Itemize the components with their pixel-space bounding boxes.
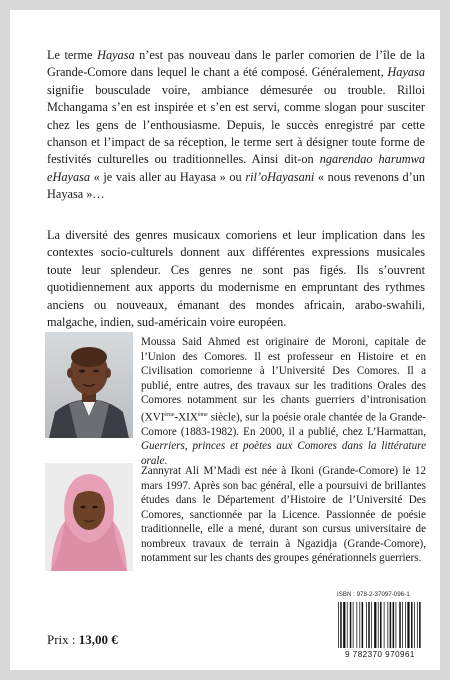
intro-text: Le terme xyxy=(47,48,98,62)
author-photo-moussa xyxy=(45,332,133,438)
superscript: ème xyxy=(164,411,175,418)
bio-text: -XIX xyxy=(174,411,198,424)
isbn-text: ISBN : 978-2-37097-096-1 xyxy=(337,592,410,598)
intro-text: « je vais aller au Hayasa » ou xyxy=(90,169,246,184)
bio-text: Moussa Said Ahmed est originaire de Moroni, capitale de l’Union des Comores. Il est professeur en Histoire et en Civilisation comorienne à l’Université Des Comores. Il a publié, entre autres, des travaux sur les traditions Orales des Comores notamment sur les chants guerriers d’intronisation (XVI xyxy=(141,336,426,424)
author-photo-zannyrat xyxy=(45,463,133,571)
price-label: Prix : xyxy=(47,632,79,647)
intro-text: « nous revenons d’un Hayasa »… xyxy=(47,169,426,202)
price-value: 13,00 € xyxy=(78,632,118,647)
term-quote-2: ril’oHayasani xyxy=(245,169,315,184)
author-bio-zannyrat: Zannyrat Ali M’Madi est née à Ikoni (Grande-Comore) le 12 mars 1997. Après son bac général, elle a poursuivi de brillantes études dans le Département d’Histoire de l’Université Des Comores, sanctionnée par la Licence. Passionnée de poésie traditionnelle, elle a mené, durant son cursus universitaire de nombreux travaux de terrain à Ngazidja (Grande-Comore), notamment sur les chants des groupes générationnels guerriers. xyxy=(141,465,426,564)
bio-text: . xyxy=(164,454,168,467)
term-quote-1: ngarendao harumwa eHayasa xyxy=(47,152,425,184)
barcode-digits: 9 782370 970961 xyxy=(345,650,415,659)
bio-text: siècle), sur la poésie orale chantée de la Grande-Comore (1883-1982). En 2000, il a publié, chez L’Harmattan, xyxy=(141,411,426,438)
intro-paragraph xyxy=(47,47,425,204)
book-title: Guerriers, princes et poètes aux Comores dans la littérature orale xyxy=(141,440,426,467)
intro-text: signifie bousculade voire, ambiance démesurée ou trouble. Rilloi Mchangama s’en est inspirée et s’en est servi, comme slogan pour susciter chez les gens de l’enthousiasme. Depuis, le succès enregistré par cette chanson et l’impact de sa réception, le terme sert à désigner toute forme de festivités culturelles ou traditionnelles. Ainsi dit-on xyxy=(47,82,425,167)
term-hayasa: Hayasa xyxy=(97,48,135,62)
term-hayasa: Hayasa xyxy=(387,65,425,80)
price xyxy=(47,632,118,648)
superscript: ème xyxy=(197,411,208,418)
barcode xyxy=(334,600,426,662)
back-cover-page xyxy=(10,10,440,670)
intro-text: n’est pas nouveau dans le parler comorien de l’île de la Grande-Comore dans lequel le chant a été composé. Généralement, xyxy=(47,48,425,80)
barcode-bars xyxy=(334,600,426,650)
diversity-paragraph: La diversité des genres musicaux comoriens et leur implication dans les contextes socio-culturels donnent aux différentes expressions musicales toute leur splendeur. Ces genres ne sont pas figés. Ils s’ouvrent quotidiennement aux apports du modernisme en empruntant des rythmes anciens ou nouveaux, émanant des mondes africain, arabo-swahili, malgache, indien, sud-américain voire européen. xyxy=(47,228,425,330)
author-bio-moussa xyxy=(141,335,426,468)
